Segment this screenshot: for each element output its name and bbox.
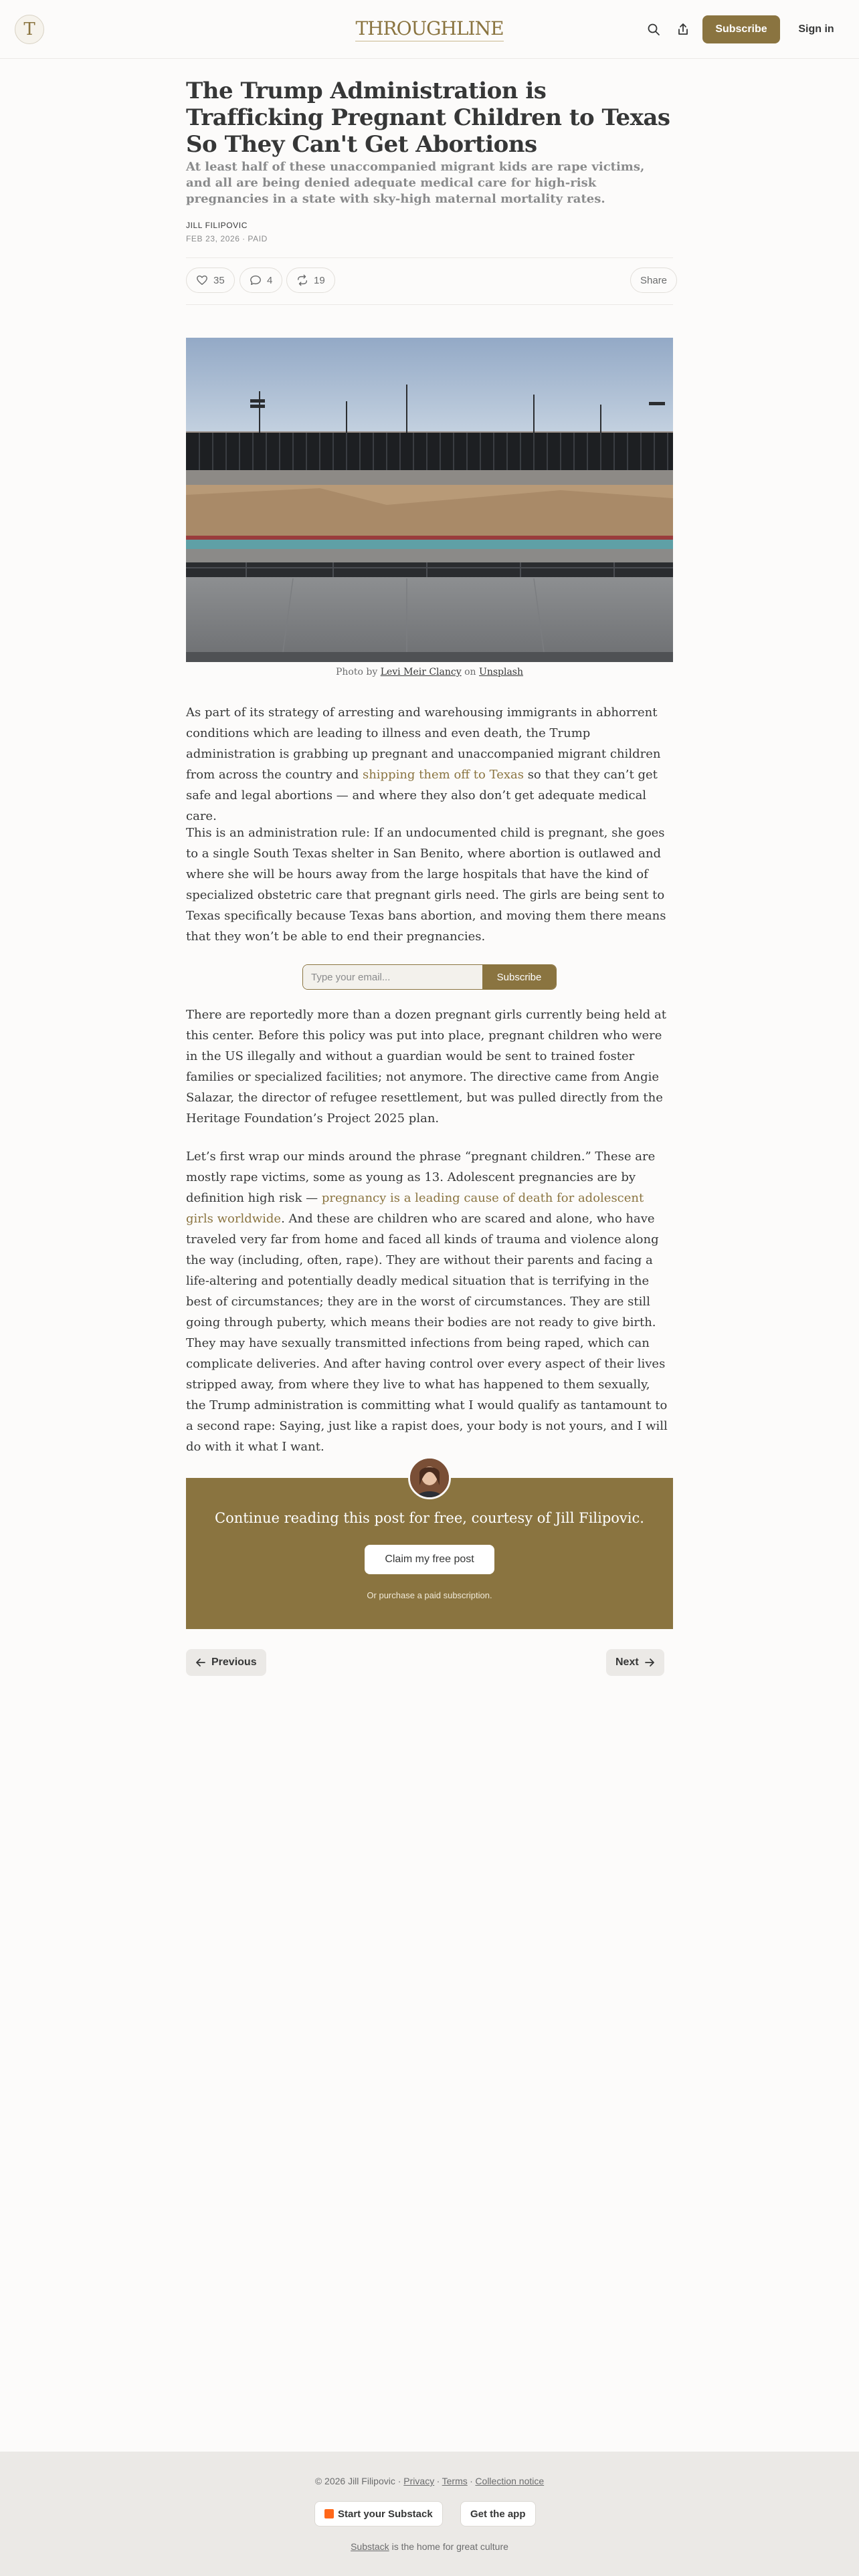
post-title: The Trump Administration is Trafficking Pregnant Children to Texas So They Can't Get Abortions	[186, 78, 670, 158]
start-substack-button[interactable]	[314, 2501, 443, 2527]
comment-icon	[250, 274, 262, 286]
publication-logo[interactable]: T	[15, 15, 44, 44]
paywall-subtext[interactable]: Or purchase a paid subscription.	[367, 1590, 492, 1600]
footer-tagline	[0, 2541, 859, 2552]
restack-button[interactable]	[286, 267, 335, 293]
next-label: Next	[615, 1656, 639, 1668]
restack-count: 19	[314, 274, 325, 286]
top-bar	[0, 0, 859, 59]
paywall-card	[186, 1478, 673, 1629]
paywall-title: Continue reading this post for free, courtesy of Jill Filipovic.	[215, 1510, 644, 1526]
body-paragraph: There are reportedly more than a dozen pregnant girls currently being held at this center. Before this policy was put into place, pregnant children who were in the US illegally and without a guardian would be sent to trained foster families or specialized facilities; not anymore. The directive came from Angie Salazar, the director of refugee resettlement, but was pulled directly from the Heritage Foundation’s Project 2025 plan.	[186, 1008, 666, 1125]
body-paragraph	[186, 702, 673, 827]
divider	[186, 257, 673, 258]
privacy-link[interactable]: Privacy	[403, 2476, 435, 2486]
subscribe-form	[302, 964, 557, 990]
like-button[interactable]	[186, 267, 235, 293]
claim-free-post-button[interactable]: Claim my free post	[365, 1545, 494, 1574]
image-caption	[186, 667, 673, 677]
separator: ∙	[467, 2476, 476, 2486]
shipping-link[interactable]: shipping them off to Texas	[362, 768, 524, 782]
paragraph-text: As part of its strategy of arresting and warehousing immigrants in abhorrent conditions which are leading to illness and even death, the Trump administration is grabbing up pregnant and unaccompanied migrant children from across the country and	[186, 706, 661, 782]
share-button[interactable]	[630, 267, 677, 293]
author-name[interactable]: JILL FILIPOVIC	[186, 221, 248, 230]
footer-links	[0, 2476, 859, 2486]
caption-prefix: Photo by	[335, 667, 381, 677]
tagline-text: is the home for great culture	[389, 2541, 508, 2552]
arrow-left-icon	[195, 1657, 206, 1668]
share-label: Share	[640, 274, 668, 286]
heart-icon	[196, 274, 208, 286]
sign-in-button[interactable]: Sign in	[789, 15, 843, 43]
search-icon[interactable]	[645, 21, 662, 38]
divider	[186, 304, 673, 305]
comment-count: 4	[267, 274, 273, 286]
next-post-button[interactable]	[606, 1649, 664, 1676]
hero-image[interactable]	[186, 338, 673, 662]
paragraph-text: so that they can’t get safe and legal abortions — and where they also don’t get adequate medical care.	[186, 768, 658, 823]
comment-button[interactable]	[240, 267, 282, 293]
get-app-label: Get the app	[470, 2508, 526, 2520]
get-app-button[interactable]	[460, 2501, 536, 2527]
collection-notice-link[interactable]: Collection notice	[475, 2476, 545, 2486]
substack-logo-icon	[324, 2509, 334, 2518]
terms-link[interactable]: Terms	[442, 2476, 468, 2486]
start-substack-label: Start your Substack	[338, 2508, 433, 2520]
photographer-link[interactable]: Levi Meir Clancy	[380, 667, 462, 677]
inline-subscribe-button[interactable]: Subscribe	[482, 965, 556, 989]
unsplash-link[interactable]: Unsplash	[479, 667, 524, 677]
author-avatar	[408, 1457, 451, 1499]
share-icon[interactable]	[674, 21, 692, 38]
body-paragraph	[186, 1146, 673, 1457]
footer	[0, 2452, 859, 2576]
separator: ∙	[434, 2476, 442, 2486]
copyright-text: © 2026 Jill Filipovic ·	[314, 2476, 404, 2486]
arrow-right-icon	[644, 1657, 655, 1668]
wordmark-text: THROUGHLINE	[355, 17, 503, 41]
email-input[interactable]	[303, 965, 482, 989]
body-paragraph: This is an administration rule: If an undocumented child is pregnant, she goes to a single South Texas shelter in San Benito, where abortion is outlawed and where she will be hours away from the large hospitals that have the kind of specialized obstetric care that pregnant girls need. The girls are being sent to Texas specifically because Texas bans abortion, and moving them there means that they won’t be able to end their pregnancies.	[186, 826, 666, 944]
post-subtitle: At least half of these unaccompanied migrant kids are rape victims, and all are being denied adequate medical care for high-risk pregnancies in a state with sky-high maternal mortality rates.	[186, 160, 645, 206]
like-count: 35	[213, 274, 225, 286]
header-subscribe-button[interactable]: Subscribe	[702, 15, 780, 43]
paragraph-text: . And these are children who are scared and alone, who have traveled very far from home and faced all kinds of trauma and violence along the way (including, often, rape). They are without their parents and facing a life-altering and potentially deadly medical situation that is terrifying in the best of circumstances; they are in the worst of circumstances. They are still going through puberty, which means their bodies are not ready to give birth. They may have sexually transmitted infections from being raped, which can complicate deliveries. And after having control over every aspect of their lives stripped away, from where they live to what has happened to them sexually, the Trump administration is committing what I would qualify as tantamount to a second rape: Saying, just like a rapist does, your body is not yours, and I will do with it what I want.	[186, 1212, 668, 1454]
post-date: FEB 23, 2026 ∙ PAID	[186, 234, 268, 243]
previous-post-button[interactable]	[186, 1649, 266, 1676]
restack-icon	[296, 274, 308, 286]
substack-link[interactable]: Substack	[351, 2541, 389, 2552]
adolescent-death-link[interactable]: pregnancy is a leading cause of death for adolescent girls worldwide	[186, 1191, 644, 1226]
paragraph-text: Let’s first wrap our minds around the phrase “pregnant children.” These are mostly rape victims, some as young as 13. Adolescent pregnancies are by definition high risk —	[186, 1150, 656, 1205]
caption-middle: on	[461, 667, 480, 677]
previous-label: Previous	[211, 1656, 257, 1668]
